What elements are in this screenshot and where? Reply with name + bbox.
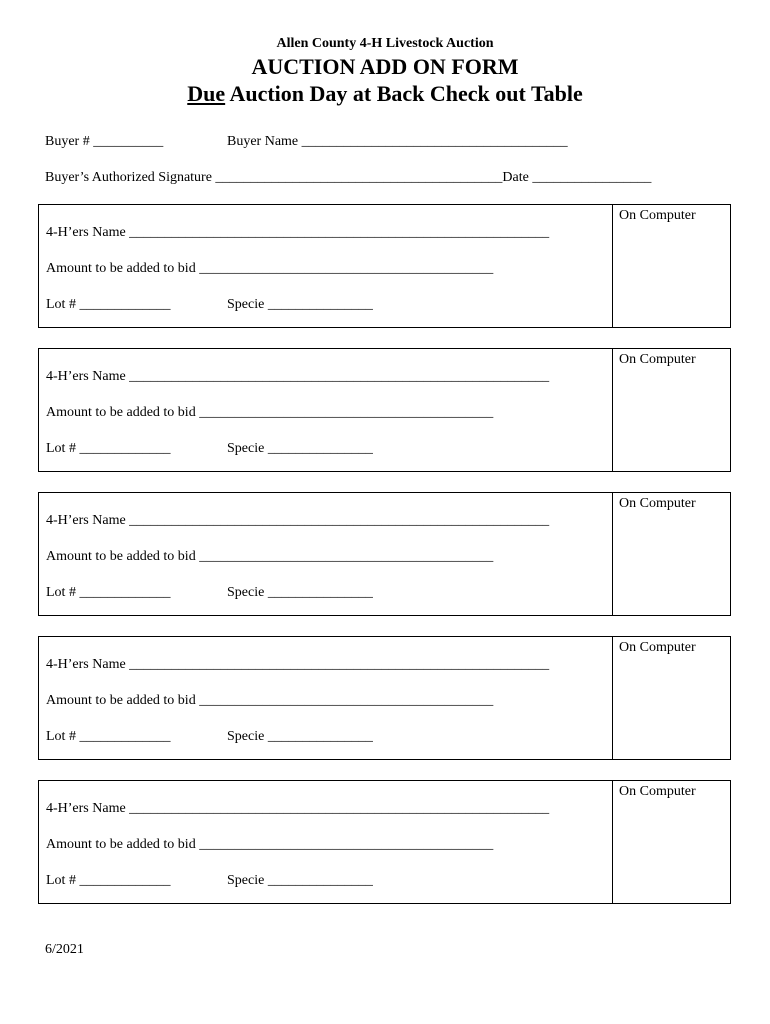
buyer-signature-date-field[interactable]: Buyer’s Authorized Signature _________________________________________Date _________________ (45, 170, 652, 185)
entry-divider (612, 637, 613, 759)
entry-divider (612, 781, 613, 903)
lot-field[interactable]: Lot # _____________ (46, 729, 171, 744)
on-computer-label: On Computer (619, 640, 696, 655)
form-subtitle (0, 81, 770, 107)
on-computer-label: On Computer (619, 496, 696, 511)
footer-date-code: 6/2021 (45, 942, 84, 957)
amount-field[interactable]: Amount to be added to bid __________________________________________ (46, 261, 494, 276)
on-computer-label: On Computer (619, 208, 696, 223)
buyer-name-field[interactable]: Buyer Name ______________________________________ (227, 134, 568, 149)
subtitle-due: Due (187, 81, 226, 106)
entry-box (38, 204, 731, 328)
fourh-name-field[interactable]: 4-H’ers Name ____________________________________________________________ (46, 801, 550, 816)
specie-field[interactable]: Specie _______________ (227, 441, 373, 456)
amount-field[interactable]: Amount to be added to bid __________________________________________ (46, 549, 494, 564)
amount-field[interactable]: Amount to be added to bid __________________________________________ (46, 693, 494, 708)
fourh-name-field[interactable]: 4-H’ers Name ____________________________________________________________ (46, 513, 550, 528)
specie-field[interactable]: Specie _______________ (227, 297, 373, 312)
specie-field[interactable]: Specie _______________ (227, 873, 373, 888)
fourh-name-field[interactable]: 4-H’ers Name ____________________________________________________________ (46, 369, 550, 384)
on-computer-label: On Computer (619, 784, 696, 799)
form-title: AUCTION ADD ON FORM (251, 54, 519, 79)
entry-divider (612, 349, 613, 471)
lot-field[interactable]: Lot # _____________ (46, 873, 171, 888)
buyer-number-field[interactable]: Buyer # __________ (45, 134, 164, 149)
specie-field[interactable]: Specie _______________ (227, 729, 373, 744)
lot-field[interactable]: Lot # _____________ (46, 441, 171, 456)
amount-field[interactable]: Amount to be added to bid __________________________________________ (46, 837, 494, 852)
entry-box (38, 348, 731, 472)
subtitle-rest: Auction Day at Back Check out Table (225, 81, 583, 106)
entry-box (38, 636, 731, 760)
lot-field[interactable]: Lot # _____________ (46, 585, 171, 600)
entry-box (38, 492, 731, 616)
entry-box (38, 780, 731, 904)
organization-title: Allen County 4-H Livestock Auction (276, 36, 494, 51)
entry-divider (612, 205, 613, 327)
fourh-name-field[interactable]: 4-H’ers Name ____________________________________________________________ (46, 225, 550, 240)
on-computer-label: On Computer (619, 352, 696, 367)
lot-field[interactable]: Lot # _____________ (46, 297, 171, 312)
specie-field[interactable]: Specie _______________ (227, 585, 373, 600)
fourh-name-field[interactable]: 4-H’ers Name ____________________________________________________________ (46, 657, 550, 672)
entry-divider (612, 493, 613, 615)
amount-field[interactable]: Amount to be added to bid __________________________________________ (46, 405, 494, 420)
